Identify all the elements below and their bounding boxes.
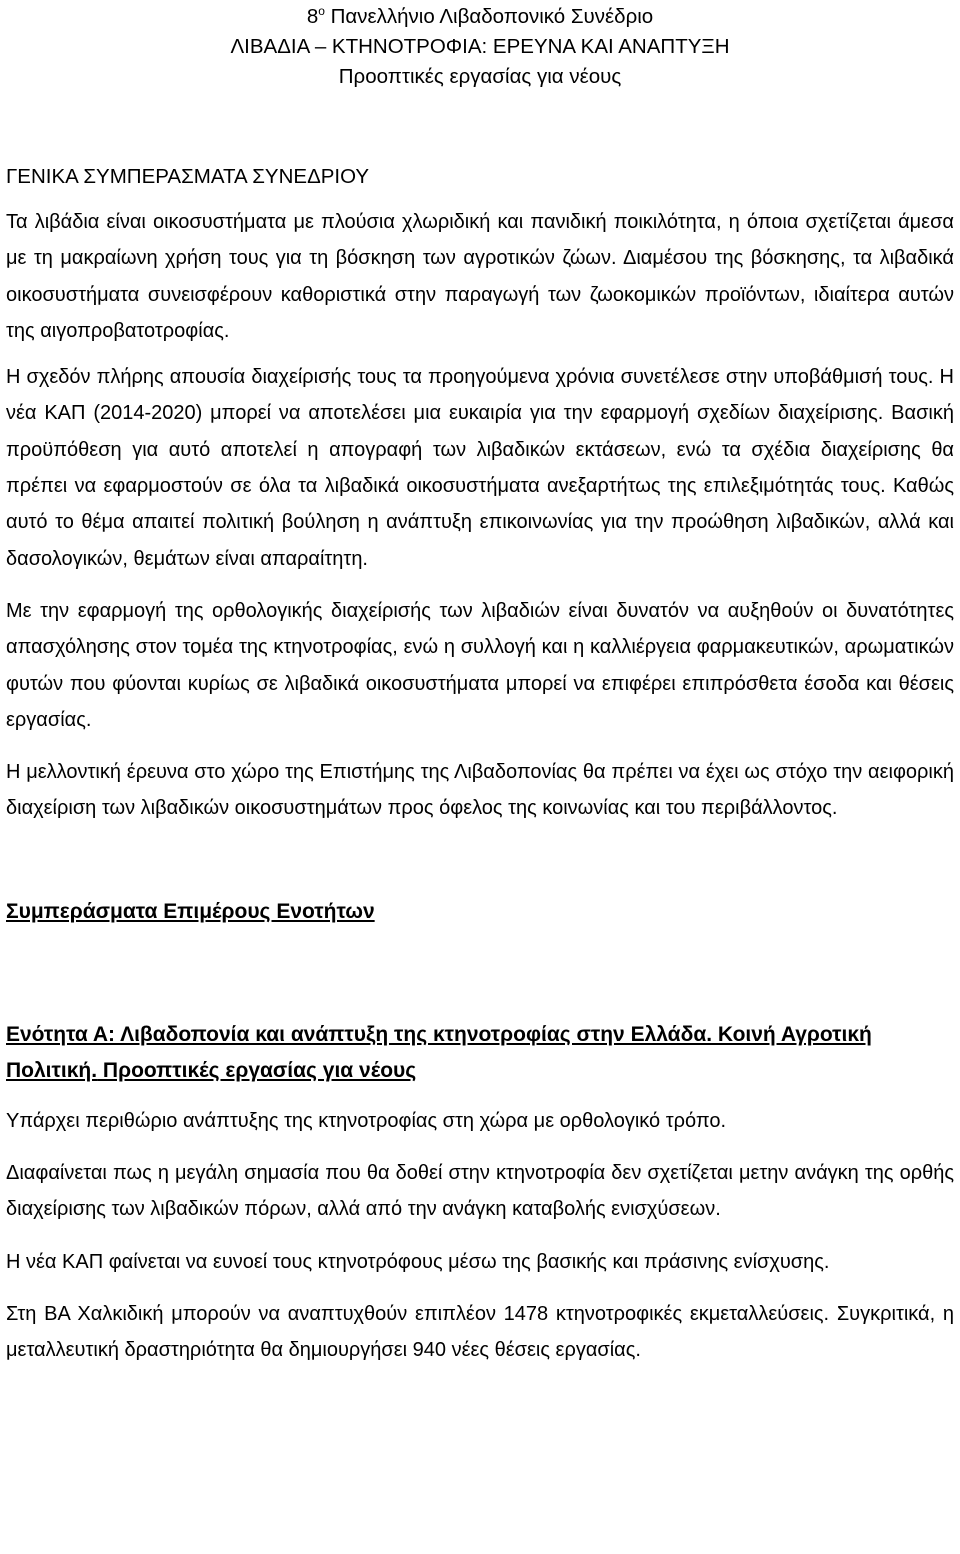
general-paragraph-1: Τα λιβάδια είναι οικοσυστήματα με πλούσια χλωριδική και πανιδική ποικιλότητα, η όποια σχετίζεται άμεσα με τη μακραίωνη χρήση τους για τη βόσκηση των αγροτικών ζώων. Διαμέσου της βόσκησης, τα λιβαδικά οικοσυστήματα συνεισφέρουν καθοριστικά στην παραγωγή των ζωοκομικών προϊόντων, ιδιαίτερα αυτών της αιγοπροβατοτροφίας. [6, 211, 954, 342]
general-conclusions-heading: ΓΕΝΙΚΑ ΣΥΜΠΕΡΑΣΜΑΤΑ ΣΥΝΕΔΡΙΟΥ [6, 165, 370, 188]
general-paragraph-4: Η μελλοντική έρευνα στο χώρο της Επιστήμης της Λιβαδοπονίας θα πρέπει να έχει ως στόχο την αειφορική διαχείριση των λιβαδικών οικοσυστημάτων προς όφελος της κοινωνίας και του περιβάλλοντος. [6, 761, 954, 820]
section-conclusions-heading: Συμπεράσματα Επιμέρους Ενοτήτων [6, 899, 375, 923]
general-paragraph-3: Με την εφαρμογή της ορθολογικής διαχείρισής των λιβαδιών είναι δυνατόν να αυξηθούν οι δυνατότητες απασχόλησης στον τομέα της κτηνοτροφίας, ενώ η συλλογή και η καλλιέργεια φαρμακευτικών, αρωματικών φυτών που φύονται κυρίως σε λιβαδικά οικοσυστήματα μπορεί να επιφέρει επιπρόσθετα έσοδα και θέσεις εργασίας. [6, 599, 954, 731]
conference-theme: ΛΙΒΑΔΙΑ – ΚΤΗΝΟΤΡΟΦΙΑ: ΕΡΕΥΝΑ ΚΑΙ ΑΝΑΠΤΥΞΗ [230, 35, 730, 58]
general-paragraph-2: Η σχεδόν πλήρης απουσία διαχείρισής τους τα προηγούμενα χρόνια συνετέλεσε στην υποβάθμισή τους. Η νέα ΚΑΠ (2014-2020) μπορεί να αποτελέσει μια ευκαιρία για την εφαρμογή σχεδίων διαχείρισης. Βασική προϋπόθεση για αυτό αποτελεί η απογραφή των λιβαδικών εκτάσεων, ενώ τα σχέδια διαχείρισης θα πρέπει να εφαρμοστούν σε όλα τα λιβαδικά οικοσυστήματα ανεξαρτήτως της επιλεξιμότητάς τους. Καθώς αυτό το θέμα απαιτεί πολιτική βούληση η ανάπτυξη επικοινωνίας για την προώθηση λιβαδικών, αλλά και δασολογικών, θεμάτων είναι απαραίτητη. [6, 366, 954, 570]
conference-name: Πανελλήνιο Λιβαδοπονικό Συνέδριο [324, 5, 654, 28]
conference-number: 8 [306, 5, 319, 28]
unit-a-paragraph-2: Διαφαίνεται πως η μεγάλη σημασία που θα δοθεί στην κτηνοτροφία δεν σχετίζεται μετην ανάγκη της ορθής διαχείρισης των λιβαδικών πόρων, αλλά από την ανάγκη καταβολής ενισχύσεων. [6, 1162, 954, 1221]
conference-title [6, 2, 954, 32]
unit-a-paragraph-1: Υπάρχει περιθώριο ανάπτυξης της κτηνοτροφίας στη χώρα με ορθολογικό τρόπο. [6, 1109, 727, 1132]
unit-a-title-rest: Προοπτικές εργασίας για νέους [97, 1058, 417, 1082]
unit-a-title-main: Ενότητα Α: Λιβαδοπονία και ανάπτυξη της κτηνοτροφίας στην Ελλάδα. Κοινή Αγροτική Πολιτική. [6, 1022, 872, 1082]
unit-a-title [6, 1017, 954, 1089]
unit-a-paragraph-4: Στη ΒΑ Χαλκιδική μπορούν να αναπτυχθούν επιπλέον 1478 κτηνοτροφικές εκμεταλλεύσεις. Συγκριτικά, η μεταλλευτική δραστηριότητα θα δημιουργήσει 940 νέες θέσεις εργασίας. [6, 1302, 954, 1362]
conference-header [6, 0, 954, 92]
unit-a-paragraph-3: Η νέα ΚΑΠ φαίνεται να ευνοεί τους κτηνοτρόφους μέσω της βασικής και πράσινης ενίσχυσης. [6, 1250, 830, 1273]
conference-subtitle: Προοπτικές εργασίας για νέους [338, 65, 622, 88]
ordinal-superscript: ο [318, 4, 325, 18]
